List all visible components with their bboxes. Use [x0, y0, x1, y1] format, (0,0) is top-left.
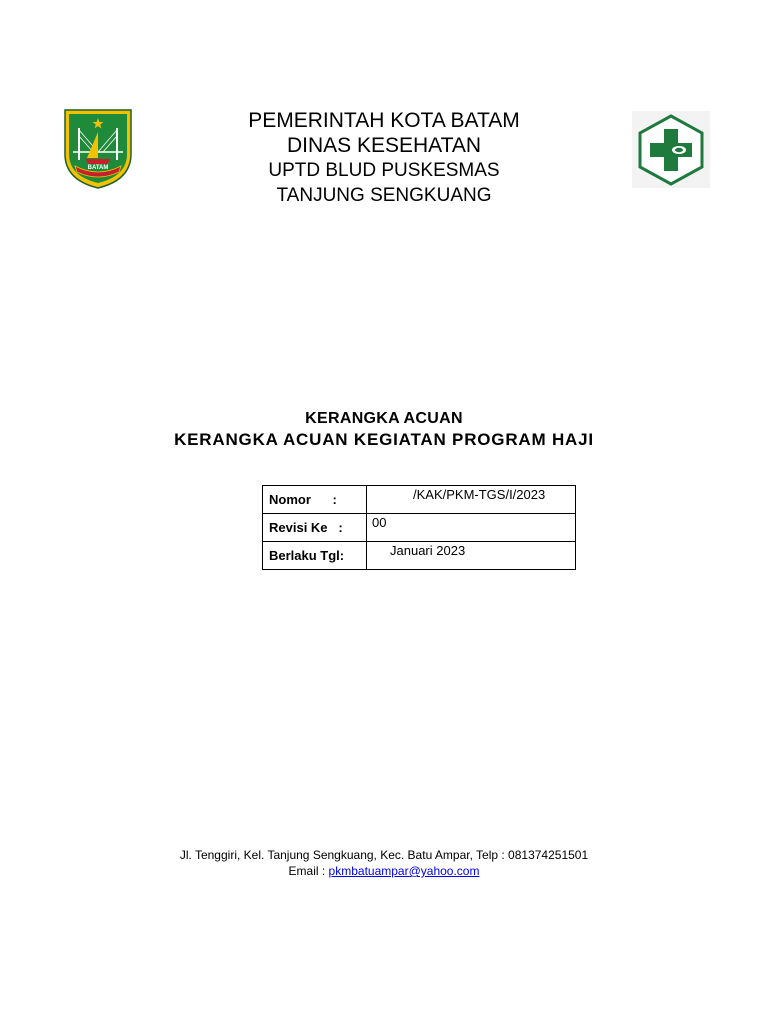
- emblem-text: BATAM: [87, 165, 109, 171]
- meta-value-berlaku-text: Januari 2023: [390, 543, 466, 558]
- footer-email-line: [0, 863, 768, 879]
- table-row: [263, 514, 576, 542]
- table-row: [263, 542, 576, 570]
- meta-value-revisi: [367, 514, 576, 542]
- document-subtitle: KERANGKA ACUAN KEGIATAN PROGRAM HAJI: [174, 430, 594, 449]
- meta-label-berlaku: Berlaku Tgl:: [263, 542, 367, 570]
- document-meta-table: [262, 485, 576, 570]
- meta-label-revisi: Revisi Ke :: [263, 514, 367, 542]
- table-row: [263, 486, 576, 514]
- document-type-title: KERANGKA ACUAN: [305, 410, 463, 427]
- footer: [0, 847, 768, 879]
- footer-email-label: Email :: [288, 864, 329, 878]
- header-line-1: PEMERINTAH KOTA BATAM: [248, 109, 520, 132]
- footer-address: Jl. Tenggiri, Kel. Tanjung Sengkuang, Kec. Batu Ampar, Telp : 081374251501: [179, 848, 589, 862]
- puskesmas-logo: [632, 111, 710, 188]
- meta-value-nomor: [367, 486, 576, 514]
- meta-label-nomor: Nomor :: [263, 486, 367, 514]
- meta-value-revisi-text: 00: [372, 515, 387, 530]
- header-line-4: TANJUNG SENGKUANG: [276, 185, 492, 206]
- header-line-3: UPTD BLUD PUSKESMAS: [268, 160, 500, 181]
- puskesmas-logo-icon: [632, 111, 710, 188]
- email-link[interactable]: pkmbatuampar@yahoo.com: [328, 864, 480, 878]
- meta-value-nomor-text: /KAK/PKM-TGS/I/2023: [413, 487, 546, 502]
- meta-value-berlaku: [367, 542, 576, 570]
- header-line-2: DINAS KESEHATAN: [286, 134, 482, 157]
